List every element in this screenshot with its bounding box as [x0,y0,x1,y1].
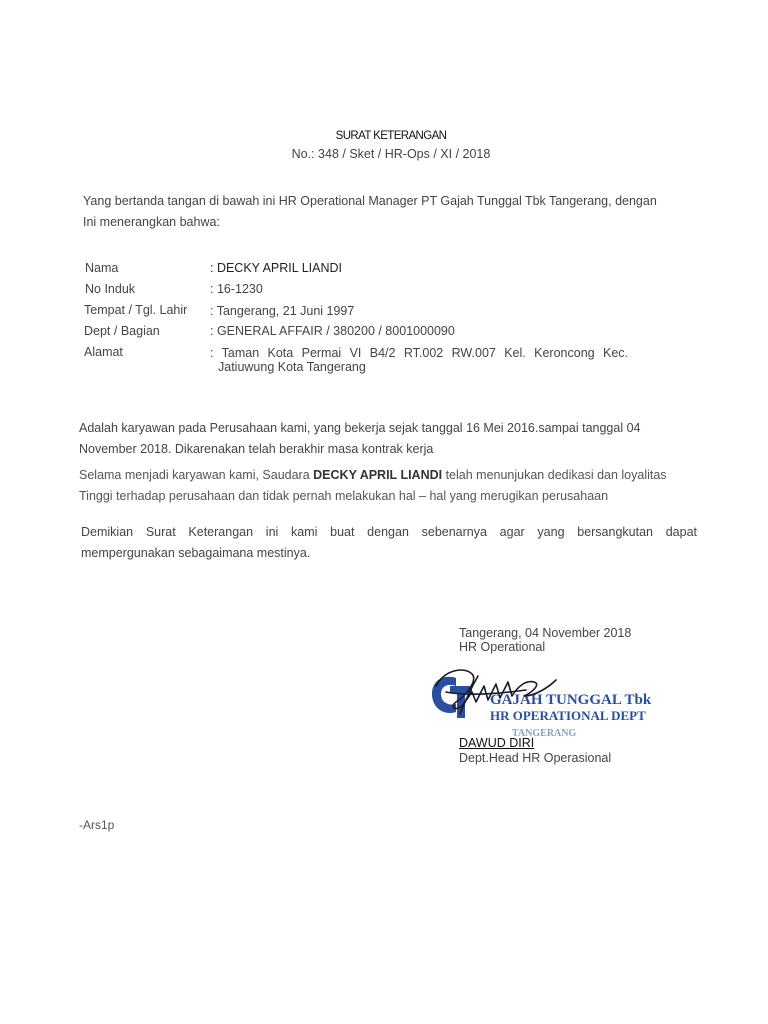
employment-line-1: Adalah karyawan pada Perusahaan kami, yang bekerja sejak tanggal 16 Mei 2016.sampai tanggal 04 [79,421,641,435]
field-value-no-induk: : 16-1230 [210,282,263,296]
field-label-ttl: Tempat / Tgl. Lahir [84,303,188,317]
field-value-alamat-line-2: Jatiuwung Kota Tangerang [218,360,366,374]
signature-position: HR Operational [459,640,546,654]
field-label-dept: Dept / Bagian [84,324,160,338]
document-footer-code: -Ars1p [79,818,115,832]
signer-name: DAWUD DIRI [459,736,535,750]
closing-paragraph [81,522,697,564]
dedication-line-1-post: telah menunjukan dedikasi dan loyalitas [442,468,667,482]
dedication-paragraph [79,465,709,507]
signature-place-date: Tangerang, 04 November 2018 [459,626,632,640]
intro-paragraph [83,191,703,233]
closing-line-2: mempergunakan sebagaimana mestinya. [81,546,311,560]
intro-line-2: Ini menerangkan bahwa: [83,215,220,229]
field-label-alamat: Alamat [84,345,123,359]
field-label-no-induk: No Induk [85,282,136,296]
document-title: SURAT KETERANGAN [335,130,447,142]
field-value-nama: : DECKY APRIL LIANDI [210,261,342,275]
dedication-line-2: Tinggi terhadap perusahaan dan tidak pernah melakukan hal – hal yang merugikan perusahaan [79,489,609,503]
employee-name-bold: DECKY APRIL LIANDI [313,468,443,482]
stamp-line-3: TANGERANG [512,728,577,738]
closing-line-1: Demikian Surat Keterangan ini kami buat dengan sebenarnya agar yang bersangkutan dapat [81,525,697,539]
field-value-dept: : GENERAL AFFAIR / 380200 / 8001000090 [210,324,455,338]
stamp-line-1: GAJAH TUNGGAL Tbk [490,692,652,708]
dedication-line-1 [79,465,709,486]
document-number: No.: 348 / Sket / HR-Ops / XI / 2018 [291,147,491,161]
signer-title: Dept.Head HR Operasional [459,751,612,765]
field-value-alamat: : Taman Kota Permai VI B4/2 RT.002 RW.007 Kel. Keroncong Kec. [210,346,628,360]
employment-paragraph [79,418,709,460]
dedication-line-1-pre: Selama menjadi karyawan kami, Saudara [79,468,314,482]
company-stamp-with-signature [426,656,664,738]
intro-line-1: Yang bertanda tangan di bawah ini HR Operational Manager PT Gajah Tunggal Tbk Tangerang, dengan [83,194,657,208]
field-label-nama: Nama [85,261,119,275]
stamp-line-2: HR OPERATIONAL DEPT [490,708,646,723]
field-value-ttl: : Tangerang, 21 Juni 1997 [210,304,355,318]
employment-line-2: November 2018. Dikarenakan telah berakhir masa kontrak kerja [79,442,434,456]
